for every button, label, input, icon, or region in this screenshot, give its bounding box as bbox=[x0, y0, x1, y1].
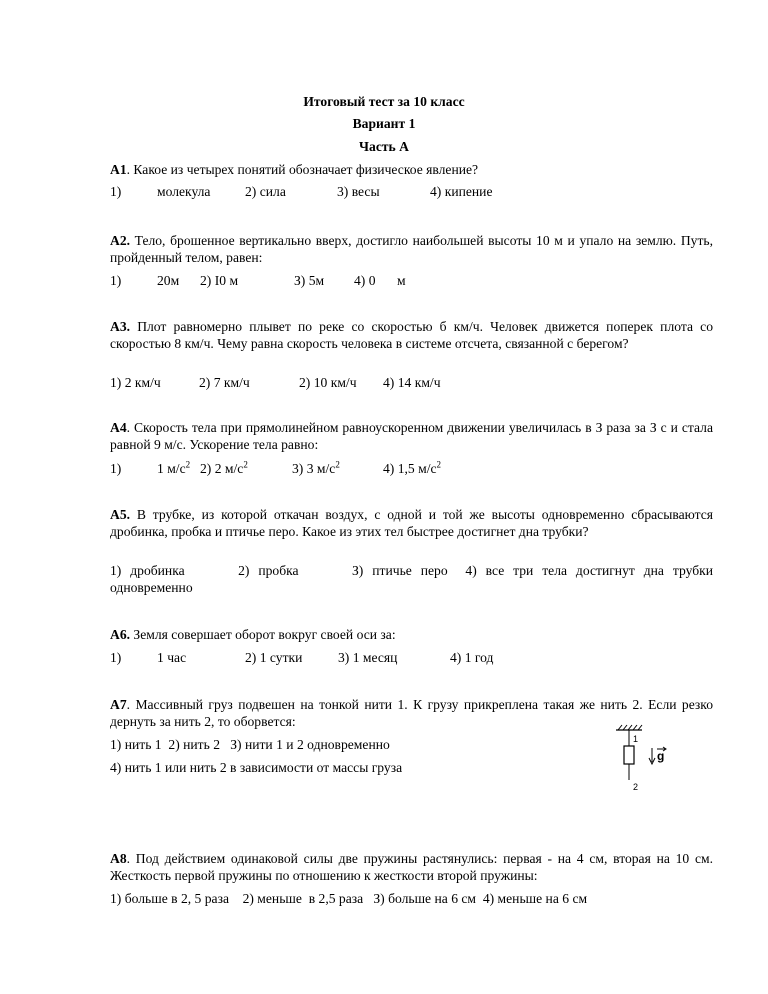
option-4: 4) 1,5 $м/с^2$ bbox=[383, 459, 442, 476]
question-a3 bbox=[110, 319, 713, 352]
question-a6 bbox=[110, 627, 396, 643]
question-a8 bbox=[110, 851, 713, 884]
question-number: А7 bbox=[110, 697, 127, 712]
question-a4 bbox=[110, 420, 713, 453]
question-text: . Скорость тела при прямолинейном равноускоренном движении увеличилась в З раза за З с и стала равной 9 м/с. Ускорение тела равно: bbox=[110, 420, 713, 452]
thread-label-1: 1 bbox=[633, 734, 639, 744]
options-a7-line2: 4) нить 1 или нить 2 в зависимости от массы груза bbox=[110, 760, 403, 775]
option-4: 4) кипение bbox=[430, 184, 493, 199]
question-text: . Какое из четырех понятий обозначает физическое явление? bbox=[126, 162, 479, 177]
thread-label-2: 2 bbox=[633, 782, 639, 792]
question-number: А2. bbox=[110, 233, 131, 248]
part-heading: Часть А bbox=[359, 139, 409, 154]
question-number: А8 bbox=[110, 851, 127, 866]
option-2: 2) I0 м bbox=[200, 273, 239, 288]
option-1: 1 час bbox=[157, 650, 187, 665]
option-number: 1) bbox=[110, 650, 122, 665]
question-a1 bbox=[110, 162, 478, 178]
question-text: В трубке, из которой откачан воздух, с одной и той же высоты одновременно сбрасываются дробинка, пробка и птичье перо. Какое из этих тел быстрее достигнет дна трубки? bbox=[110, 507, 713, 539]
option-4: 4) 14 км/ч bbox=[383, 375, 441, 390]
question-number: А1 bbox=[110, 162, 127, 177]
question-text: Земля совершает оборот вокруг своей оси за: bbox=[130, 627, 396, 642]
option-number: 1) bbox=[110, 461, 122, 476]
question-text: Тело, брошенное вертикально вверх, достигло наибольшей высоты 10 м и упало на землю. Путь, пройденный телом, равен: bbox=[110, 233, 713, 265]
options-a8: 1) больше в 2, 5 раза 2) меньше в 2,5 раза З) больше на 6 см 4) меньше на 6 см bbox=[110, 891, 588, 906]
option-1: молекула bbox=[157, 184, 211, 199]
option-number: 1) bbox=[110, 273, 122, 288]
option-1: 1) 2 км/ч bbox=[110, 375, 161, 390]
page-title: Итоговый тест за 10 класс bbox=[303, 94, 465, 109]
question-a5 bbox=[110, 507, 713, 540]
option-2: 2) 7 км/ч bbox=[199, 375, 250, 390]
option-3: З) 5м bbox=[294, 273, 325, 288]
option-4: 4) 0 bbox=[354, 273, 376, 288]
hanging-weight-diagram bbox=[612, 724, 672, 794]
options-a7-line1: 1) нить 1 2) нить 2 З) нити 1 и 2 одновременно bbox=[110, 737, 390, 752]
option-1: 1 $м/с^2$ bbox=[157, 459, 191, 476]
options-a5-line1: 1) дробинка 2) пробка З) птичье перо 4) все три тела достигнут дна трубки bbox=[110, 563, 713, 578]
option-1: 20м bbox=[157, 273, 180, 288]
option-3: 3) 1 месяц bbox=[338, 650, 398, 665]
option-3: 2) 10 км/ч bbox=[299, 375, 357, 390]
option-4: 4) 1 год bbox=[450, 650, 494, 665]
options-a5-line2: одновременно bbox=[110, 580, 193, 595]
question-number: А6. bbox=[110, 627, 131, 642]
question-number: А4 bbox=[110, 420, 127, 435]
question-text: Плот равномерно плывет по реке со скоростью б км/ч. Человек движется поперек плота со скоростью 8 км/ч. Чему равна скорость человека в системе отсчета, связанной с берегом? bbox=[110, 319, 713, 351]
option-number: 1) bbox=[110, 184, 122, 199]
question-number: А3. bbox=[110, 319, 131, 334]
option-3: 3) 3 $м/с^2$ bbox=[292, 459, 340, 476]
option-2: 2) 2 $м/с^2$ bbox=[200, 459, 248, 476]
variant-heading: Вариант 1 bbox=[352, 116, 416, 131]
question-a2 bbox=[110, 233, 713, 266]
question-number: А5. bbox=[110, 507, 131, 522]
option-2: 2) 1 сутки bbox=[245, 650, 303, 665]
option-3: 3) весы bbox=[337, 184, 380, 199]
option-2: 2) сила bbox=[245, 184, 286, 199]
option-4-unit: м bbox=[397, 273, 406, 288]
question-text: . Массивный груз подвешен на тонкой нити 1. К грузу прикреплена такая же нить 2. Если резко дернуть за нить 2, то оборвется: bbox=[110, 697, 713, 729]
gravity-label: g bbox=[657, 749, 665, 763]
question-text: . Под действием одинаковой силы две пружины растянулись: первая - на 4 см, вторая на 10 см. Жесткость первой пружины по отношению к жесткости второй пружины: bbox=[110, 851, 713, 883]
